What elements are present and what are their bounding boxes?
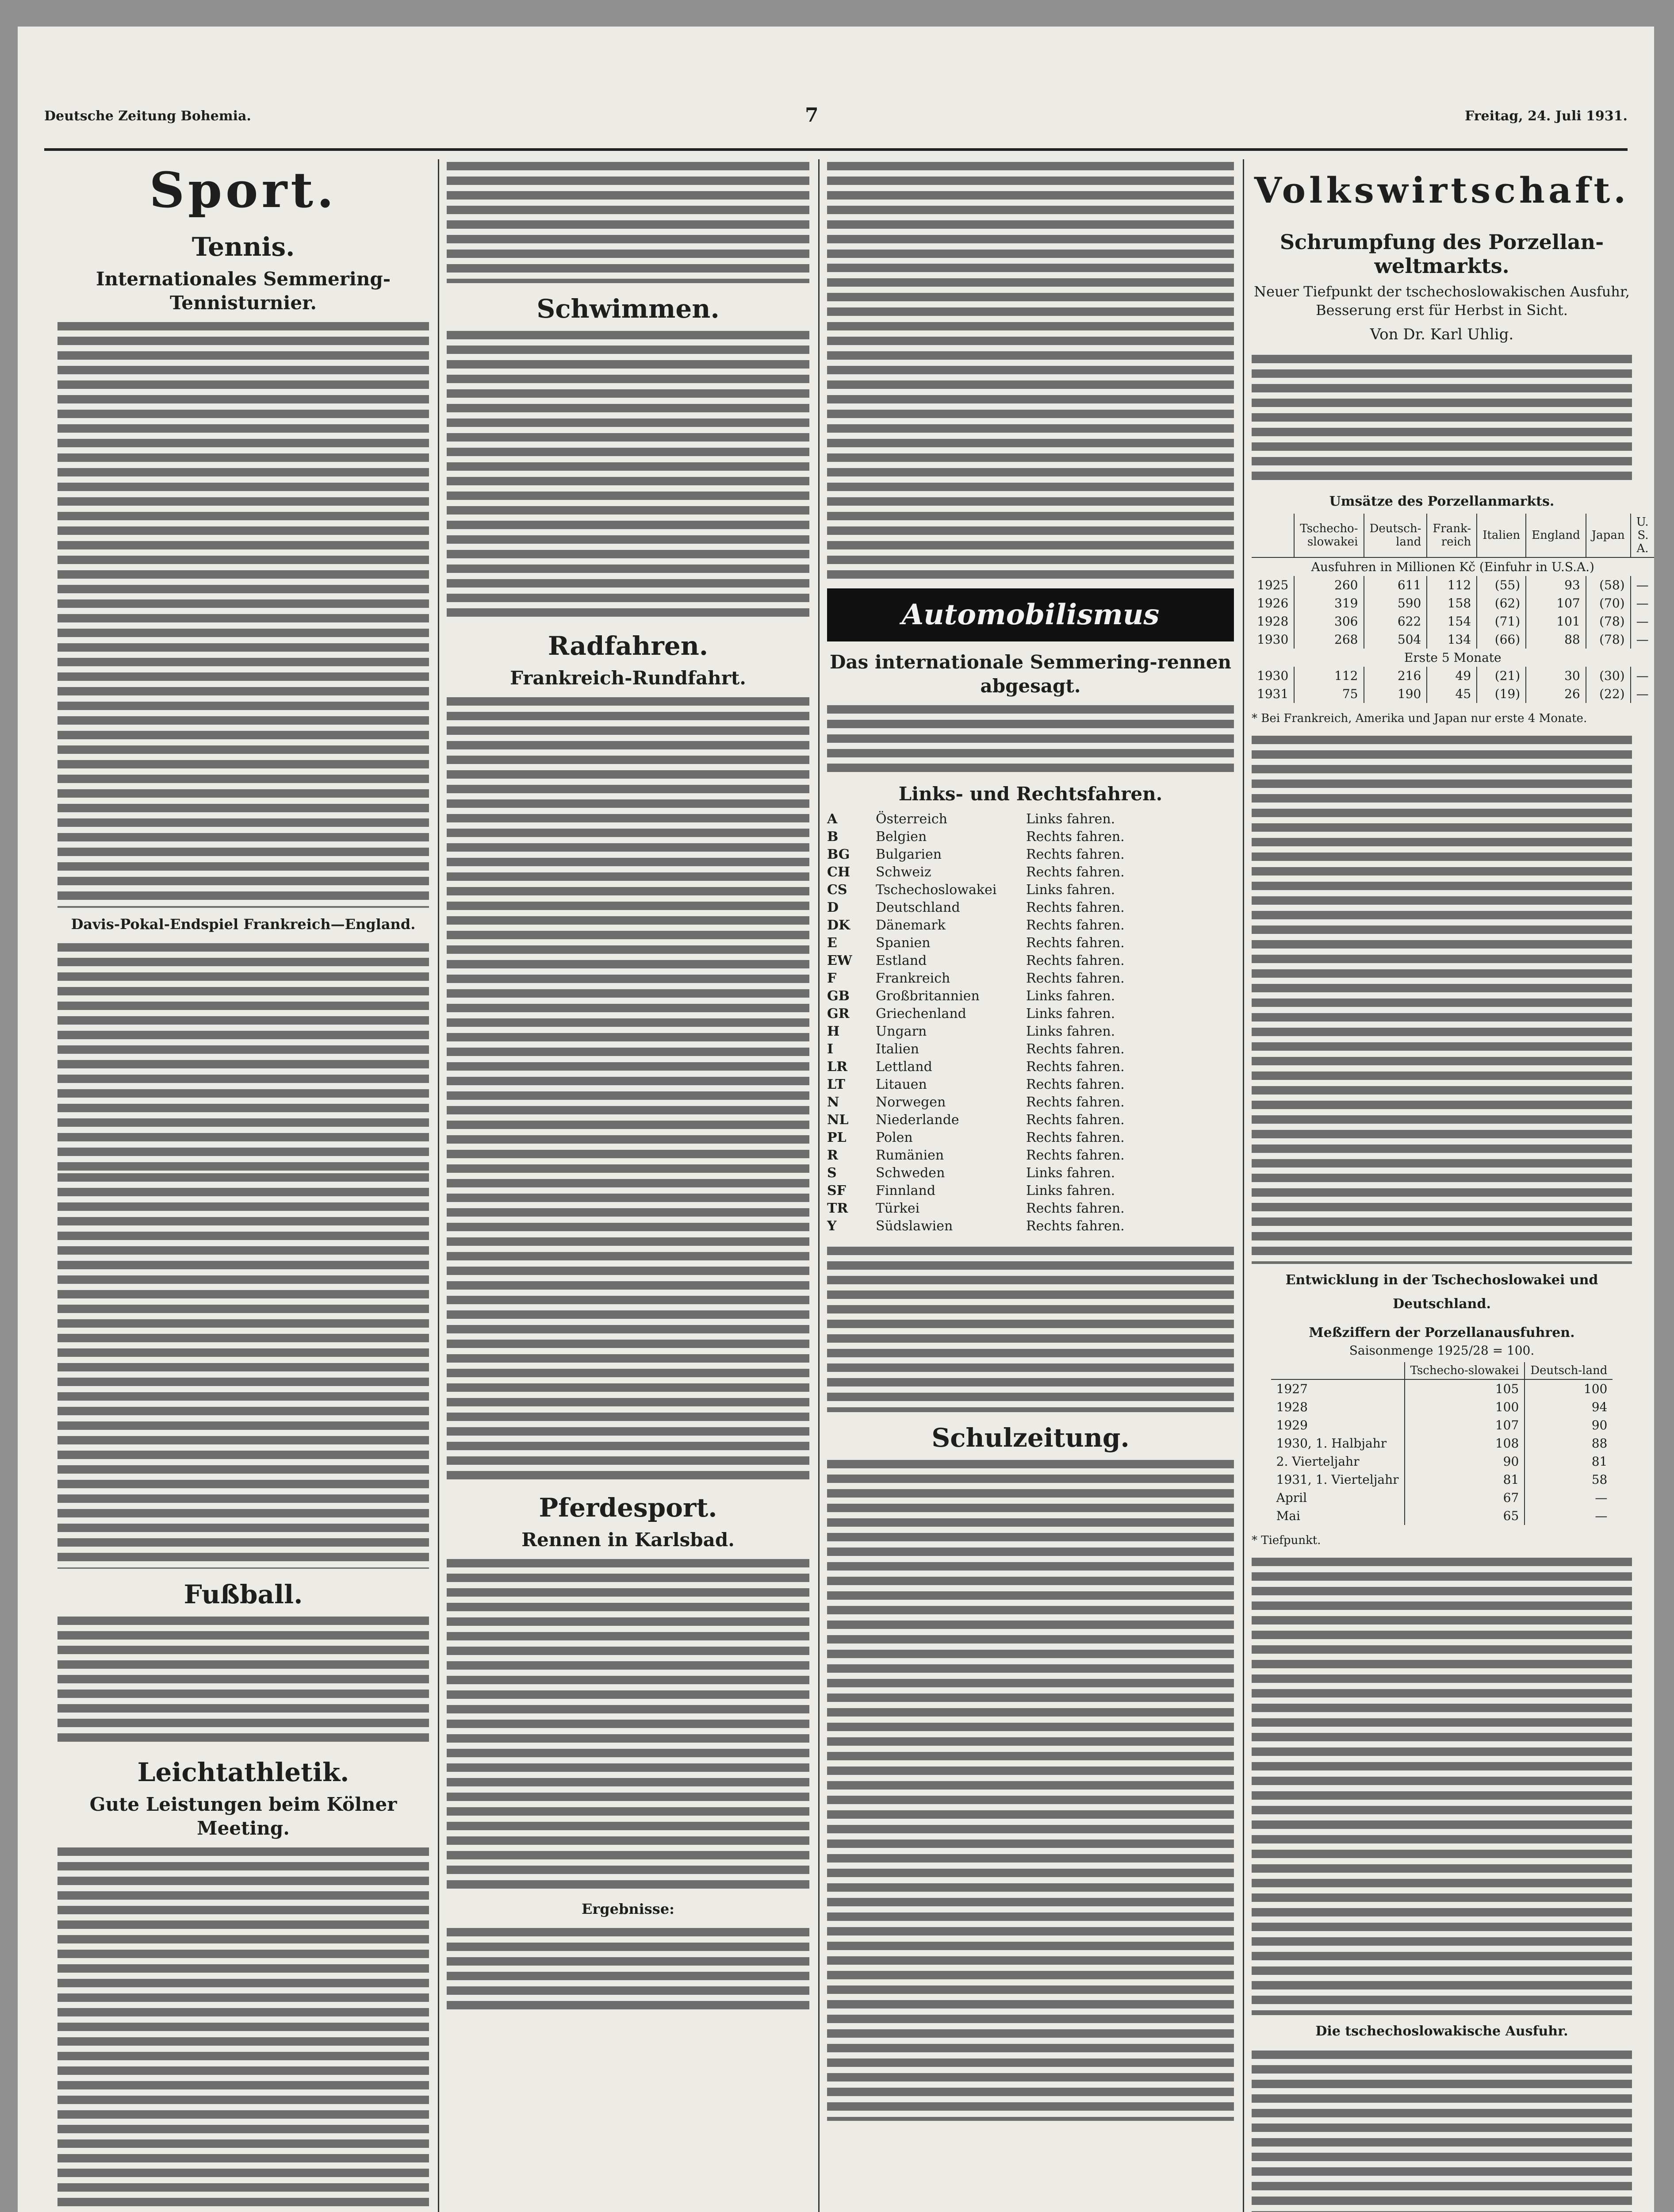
table-cell: 306 xyxy=(1294,612,1364,630)
article-davis-text xyxy=(57,941,429,1171)
article-results-text xyxy=(447,159,809,283)
driving-side: Links fahren. xyxy=(1026,1183,1115,1198)
article-tennis-text xyxy=(57,319,429,908)
table-row xyxy=(1252,630,1654,649)
table-cell: 90 xyxy=(1525,1416,1613,1434)
country-row xyxy=(827,899,1234,917)
country-code: B xyxy=(827,829,839,845)
table-header-cell: Japan xyxy=(1586,514,1631,557)
article-semmering-text xyxy=(827,703,1234,778)
article-radfahren-text xyxy=(447,695,809,1482)
heading-davis-cup: Davis-Pokal-Endspiel Frankreich—England. xyxy=(71,916,416,933)
table-row xyxy=(1271,1452,1613,1471)
driving-side: Rechts fahren. xyxy=(1026,847,1125,862)
country-driving-list xyxy=(827,810,1234,1235)
country-row xyxy=(827,846,1234,864)
table-cell: 75 xyxy=(1294,685,1364,703)
table-cell: (62) xyxy=(1477,594,1526,612)
heading-schulzeitung: Schulzeitung. xyxy=(931,1423,1130,1453)
country-row xyxy=(827,1164,1234,1182)
country-code: NL xyxy=(827,1112,849,1128)
article-tiefpunkt-text xyxy=(1252,1555,1632,2015)
table-cell: — xyxy=(1525,1507,1613,1525)
heading-entwicklung: Entwicklung in der Tschechoslowakei und Deutschland. xyxy=(1285,1272,1598,1312)
driving-side: Rechts fahren. xyxy=(1026,1112,1125,1128)
driving-side: Rechts fahren. xyxy=(1026,953,1125,968)
table-cell: Mai xyxy=(1276,1509,1300,1523)
country-name: Lettland xyxy=(876,1059,932,1075)
country-row xyxy=(827,1005,1234,1023)
driving-side: Links fahren. xyxy=(1026,1165,1115,1181)
country-code: N xyxy=(827,1094,839,1110)
country-row xyxy=(827,1129,1234,1147)
table-cell: 190 xyxy=(1364,685,1427,703)
table-cell: (70) xyxy=(1586,594,1631,612)
country-name: Südslawien xyxy=(876,1218,953,1234)
country-name: Polen xyxy=(876,1130,913,1145)
table-row xyxy=(1271,1398,1613,1416)
table-cell: (21) xyxy=(1477,667,1526,685)
driving-side: Links fahren. xyxy=(1026,988,1115,1004)
table-cell: 49 xyxy=(1427,667,1477,685)
table-cell: — xyxy=(1631,594,1654,612)
article-ergebnisse-text xyxy=(447,1925,809,2009)
driving-side: Rechts fahren. xyxy=(1026,900,1125,915)
article-porzellan-intro xyxy=(1252,352,1632,485)
heading-semmering-rennen: Das internationale Semmering-rennen abgesagt. xyxy=(829,651,1232,697)
page-header xyxy=(44,104,1628,144)
country-code: GB xyxy=(827,988,850,1004)
country-row xyxy=(827,864,1234,881)
heading-semmering-tennis: Internationales Semmering-Tennisturnier. xyxy=(96,268,391,314)
table-cell: 1931 xyxy=(1257,687,1289,701)
table-header-cell: Frank-reich xyxy=(1427,514,1477,557)
country-name: Rumänien xyxy=(876,1148,944,1163)
country-code: R xyxy=(827,1148,838,1163)
country-code: PL xyxy=(827,1130,847,1145)
table-header-cell: Deutsch-land xyxy=(1364,514,1427,557)
country-row xyxy=(827,1147,1234,1164)
table-cell: 1925 xyxy=(1257,578,1289,592)
heading-frankreich-rundfahrt: Frankreich-Rundfahrt. xyxy=(510,667,746,689)
table-cell: 100 xyxy=(1525,1379,1613,1398)
table-cell: 94 xyxy=(1525,1398,1613,1416)
driving-side: Rechts fahren. xyxy=(1026,864,1125,880)
table-cell: (71) xyxy=(1477,612,1526,630)
masthead-name: Deutsche Zeitung Bohemia. xyxy=(44,108,251,124)
table-cell: 504 xyxy=(1364,630,1427,649)
country-row xyxy=(827,1041,1234,1058)
table-cell: (66) xyxy=(1477,630,1526,649)
table-cell: 93 xyxy=(1526,576,1586,594)
table-cell: (22) xyxy=(1586,685,1631,703)
table-cell: — xyxy=(1631,685,1654,703)
driving-side: Rechts fahren. xyxy=(1026,1130,1125,1145)
driving-side: Rechts fahren. xyxy=(1026,1201,1125,1216)
table-cell: 2. Vierteljahr xyxy=(1276,1454,1360,1469)
country-name: Tschechoslowakei xyxy=(876,882,997,898)
table-cell: (78) xyxy=(1586,630,1631,649)
heading-rennen-karlsbad: Rennen in Karlsbad. xyxy=(521,1529,735,1551)
country-name: Litauen xyxy=(876,1077,927,1092)
country-name: Großbritannien xyxy=(876,988,980,1004)
country-code: LT xyxy=(827,1077,845,1092)
heading-fussball: Fußball. xyxy=(184,1579,303,1609)
country-row xyxy=(827,1076,1234,1094)
heading-koelner-meeting: Gute Leistungen beim Kölner Meeting. xyxy=(89,1793,397,1839)
country-row xyxy=(827,987,1234,1005)
country-name: Türkei xyxy=(876,1201,920,1216)
driving-side: Links fahren. xyxy=(1026,882,1115,898)
table-cell: 90 xyxy=(1405,1452,1525,1471)
table-cell: 319 xyxy=(1294,594,1364,612)
country-name: Spanien xyxy=(876,935,931,951)
table-row xyxy=(1271,1507,1613,1525)
country-name: Norwegen xyxy=(876,1094,946,1110)
heading-pferdesport: Pferdesport. xyxy=(539,1493,717,1523)
country-name: Finnland xyxy=(876,1183,936,1198)
driving-side: Rechts fahren. xyxy=(1026,935,1125,951)
table-cell: 65 xyxy=(1405,1507,1525,1525)
table-cell: (78) xyxy=(1586,612,1631,630)
table-cell: 622 xyxy=(1364,612,1427,630)
table-cell: 1930 xyxy=(1257,632,1289,647)
heading-leichtathletik: Leichtathletik. xyxy=(137,1757,349,1787)
table-section-row xyxy=(1252,649,1654,667)
table-cell: (30) xyxy=(1586,667,1631,685)
table-cell: 1931, 1. Vierteljahr xyxy=(1276,1472,1399,1487)
table-cell: 30 xyxy=(1526,667,1586,685)
table-cell: 611 xyxy=(1364,576,1427,594)
table-cell: 158 xyxy=(1427,594,1477,612)
article-tilden-text xyxy=(57,1171,429,1569)
country-row xyxy=(827,810,1234,828)
table-cell: 67 xyxy=(1405,1489,1525,1507)
table-cell: — xyxy=(1631,630,1654,649)
country-code: A xyxy=(827,811,838,827)
table-caption-messziffern: Meßziffern der Porzellanausfuhren. xyxy=(1309,1325,1575,1340)
table-cell: 216 xyxy=(1364,667,1427,685)
country-code: D xyxy=(827,900,839,915)
subheading-porzellan: Neuer Tiefpunkt der tschechoslowakischen Ausfuhr, Besserung erst für Herbst in Sicht. xyxy=(1254,283,1630,319)
table-porzellan-umsaetze xyxy=(1252,514,1654,703)
table-section-row xyxy=(1252,557,1654,576)
country-row xyxy=(827,1023,1234,1041)
table-cell: 107 xyxy=(1526,594,1586,612)
country-row xyxy=(827,1094,1234,1111)
table-cell: 112 xyxy=(1427,576,1477,594)
table-messziffern xyxy=(1271,1362,1613,1525)
column-automobilismus xyxy=(827,159,1234,2212)
article-pferdesport-text xyxy=(447,1556,809,1893)
table-cell: 105 xyxy=(1405,1379,1525,1398)
table-cell: 154 xyxy=(1427,612,1477,630)
table-header-cell: U. S. A. xyxy=(1631,514,1654,557)
table-row xyxy=(1271,1416,1613,1434)
country-name: Niederlande xyxy=(876,1112,959,1128)
country-name: Dänemark xyxy=(876,918,946,933)
country-code: I xyxy=(827,1041,834,1057)
section-title-sport: Sport. xyxy=(149,161,337,219)
table-header-cell: Italien xyxy=(1477,514,1526,557)
table-cell: 112 xyxy=(1294,667,1364,685)
country-row xyxy=(827,1217,1234,1235)
table-cell: 88 xyxy=(1526,630,1586,649)
table-cell: — xyxy=(1631,667,1654,685)
article-ausfuhr-text xyxy=(1252,2048,1632,2212)
table-cell: 107 xyxy=(1405,1416,1525,1434)
table-header-cell xyxy=(1252,514,1294,557)
driving-side: Rechts fahren. xyxy=(1026,1148,1125,1163)
country-name: Schweiz xyxy=(876,864,931,880)
table-row xyxy=(1271,1471,1613,1489)
column-divider xyxy=(438,159,439,2212)
column-volkswirtschaft xyxy=(1252,159,1649,2212)
country-row xyxy=(827,952,1234,970)
country-code: DK xyxy=(827,918,850,933)
country-row xyxy=(827,1111,1234,1129)
table-cell: 45 xyxy=(1427,685,1477,703)
table-row xyxy=(1252,576,1654,594)
country-name: Bulgarien xyxy=(876,847,942,862)
table-subcaption-saisonmenge: Saisonmenge 1925/28 = 100. xyxy=(1349,1343,1535,1358)
heading-ergebnisse: Ergebnisse: xyxy=(582,1901,674,1917)
country-code: BG xyxy=(827,847,850,862)
table-header-cell: Tschecho-slowakei xyxy=(1294,514,1364,557)
heading-porzellan: Schrumpfung des Porzellan-weltmarkts. xyxy=(1279,230,1604,278)
table-row xyxy=(1252,594,1654,612)
table-cell: 260 xyxy=(1294,576,1364,594)
table-row xyxy=(1252,667,1654,685)
article-tachometer-text xyxy=(827,1244,1234,1412)
newspaper-page xyxy=(18,27,1654,2212)
table-footnote: * Bei Frankreich, Amerika und Japan nur erste 4 Monate. xyxy=(1252,712,1587,725)
driving-side: Rechts fahren. xyxy=(1026,971,1125,986)
country-code: E xyxy=(827,935,837,951)
driving-side: Rechts fahren. xyxy=(1026,1041,1125,1057)
table-row xyxy=(1271,1489,1613,1507)
issue-date: Freitag, 24. Juli 1931. xyxy=(1464,108,1628,124)
table-cell: 590 xyxy=(1364,594,1427,612)
column-divider xyxy=(818,159,820,2212)
table-cell: 58 xyxy=(1525,1471,1613,1489)
table-cell: 1929 xyxy=(1276,1418,1308,1432)
country-row xyxy=(827,917,1234,934)
table-section-label: Erste 5 Monate xyxy=(1404,650,1502,665)
table-cell: — xyxy=(1525,1489,1613,1507)
article-fussball-text xyxy=(57,1614,429,1747)
country-name: Ungarn xyxy=(876,1024,927,1039)
page-number: 7 xyxy=(805,104,819,127)
driving-side: Rechts fahren. xyxy=(1026,1094,1125,1110)
country-code: S xyxy=(827,1165,837,1181)
table-row xyxy=(1271,1434,1613,1452)
table-cell: 1928 xyxy=(1257,614,1289,629)
country-code: GR xyxy=(827,1006,850,1022)
table-header-cell: England xyxy=(1526,514,1586,557)
table-cell: (58) xyxy=(1586,576,1631,594)
country-name: Italien xyxy=(876,1041,919,1057)
heading-ausfuhr: Die tschechoslowakische Ausfuhr. xyxy=(1315,2024,1568,2039)
section-title-volkswirtschaft: Volkswirtschaft. xyxy=(1254,169,1630,211)
country-row xyxy=(827,881,1234,899)
author-byline: Von Dr. Karl Uhlig. xyxy=(1370,326,1514,343)
table-cell: 134 xyxy=(1427,630,1477,649)
country-name: Österreich xyxy=(876,811,947,827)
column-sport-continued xyxy=(447,159,809,2212)
country-name: Schweden xyxy=(876,1165,945,1181)
table2-footnote: * Tiefpunkt. xyxy=(1252,1534,1321,1547)
driving-side: Rechts fahren. xyxy=(1026,1077,1125,1092)
article-schwimmen-text xyxy=(447,328,809,620)
country-code: CS xyxy=(827,882,847,898)
table-header-cell: Deutsch-land xyxy=(1525,1362,1613,1379)
country-row xyxy=(827,934,1234,952)
table-cell: 101 xyxy=(1526,612,1586,630)
country-row xyxy=(827,1182,1234,1200)
table-cell: 1926 xyxy=(1257,596,1289,611)
article-schulzeitung-text xyxy=(827,1457,1234,2121)
table-row xyxy=(1252,685,1654,703)
country-code: CH xyxy=(827,864,850,880)
driving-side: Rechts fahren. xyxy=(1026,1218,1125,1234)
article-leichtathletik-text xyxy=(57,1845,429,2212)
driving-side: Links fahren. xyxy=(1026,1024,1115,1039)
table-cell: 81 xyxy=(1525,1452,1613,1471)
article-column3-top-text xyxy=(827,159,1234,261)
country-code: H xyxy=(827,1024,840,1039)
country-name: Belgien xyxy=(876,829,927,845)
country-row xyxy=(827,828,1234,846)
country-code: SF xyxy=(827,1183,846,1198)
table-cell: 268 xyxy=(1294,630,1364,649)
country-code: Y xyxy=(827,1218,837,1234)
table-cell: 100 xyxy=(1405,1398,1525,1416)
table-cell: 26 xyxy=(1526,685,1586,703)
driving-side: Rechts fahren. xyxy=(1026,918,1125,933)
table-cell: 1930 xyxy=(1257,668,1289,683)
driving-side: Rechts fahren. xyxy=(1026,1059,1125,1075)
table-header-cell: Tschecho-slowakei xyxy=(1405,1362,1525,1379)
table-cell: 88 xyxy=(1525,1434,1613,1452)
country-name: Estland xyxy=(876,953,927,968)
table-cell: — xyxy=(1631,612,1654,630)
table-cell: (19) xyxy=(1477,685,1526,703)
table-cell: 1927 xyxy=(1276,1382,1308,1396)
country-row xyxy=(827,1200,1234,1217)
driving-side: Rechts fahren. xyxy=(1026,829,1125,845)
section-title-automobilismus: Automobilismus xyxy=(827,588,1234,641)
heading-tennis: Tennis. xyxy=(192,232,295,262)
table-caption-umsaetze: Umsätze des Porzellanmarkts. xyxy=(1329,494,1555,509)
country-row xyxy=(827,1058,1234,1076)
table-cell: 1930, 1. Halbjahr xyxy=(1276,1436,1387,1451)
driving-side: Links fahren. xyxy=(1026,811,1115,827)
table-row xyxy=(1252,612,1654,630)
table-cell: 1928 xyxy=(1276,1400,1308,1414)
country-name: Deutschland xyxy=(876,900,960,915)
country-row xyxy=(827,970,1234,987)
table-cell: (55) xyxy=(1477,576,1526,594)
heading-links-rechts: Links- und Rechtsfahren. xyxy=(898,783,1163,805)
table-cell: — xyxy=(1631,576,1654,594)
header-rule xyxy=(44,148,1628,151)
table-cell: 108 xyxy=(1405,1434,1525,1452)
column-sport xyxy=(57,159,429,2212)
country-name: Frankreich xyxy=(876,971,950,986)
country-code: LR xyxy=(827,1059,848,1075)
country-code: EW xyxy=(827,953,852,968)
country-name: Griechenland xyxy=(876,1006,966,1022)
table-cell: 81 xyxy=(1405,1471,1525,1489)
table-section-label: Ausfuhren in Millionen Kč (Einfuhr in U.S.A.) xyxy=(1311,560,1594,574)
table-cell: April xyxy=(1276,1490,1307,1505)
table-header-cell xyxy=(1271,1362,1405,1379)
country-code: F xyxy=(827,971,837,986)
table-row xyxy=(1271,1379,1613,1398)
country-code: TR xyxy=(827,1201,848,1216)
heading-radfahren: Radfahren. xyxy=(548,631,709,661)
article-rennen-results-text xyxy=(827,261,1234,580)
article-porzellan-text xyxy=(1252,733,1632,1264)
driving-side: Links fahren. xyxy=(1026,1006,1115,1022)
heading-schwimmen: Schwimmen. xyxy=(536,294,720,324)
column-divider xyxy=(1243,159,1244,2212)
